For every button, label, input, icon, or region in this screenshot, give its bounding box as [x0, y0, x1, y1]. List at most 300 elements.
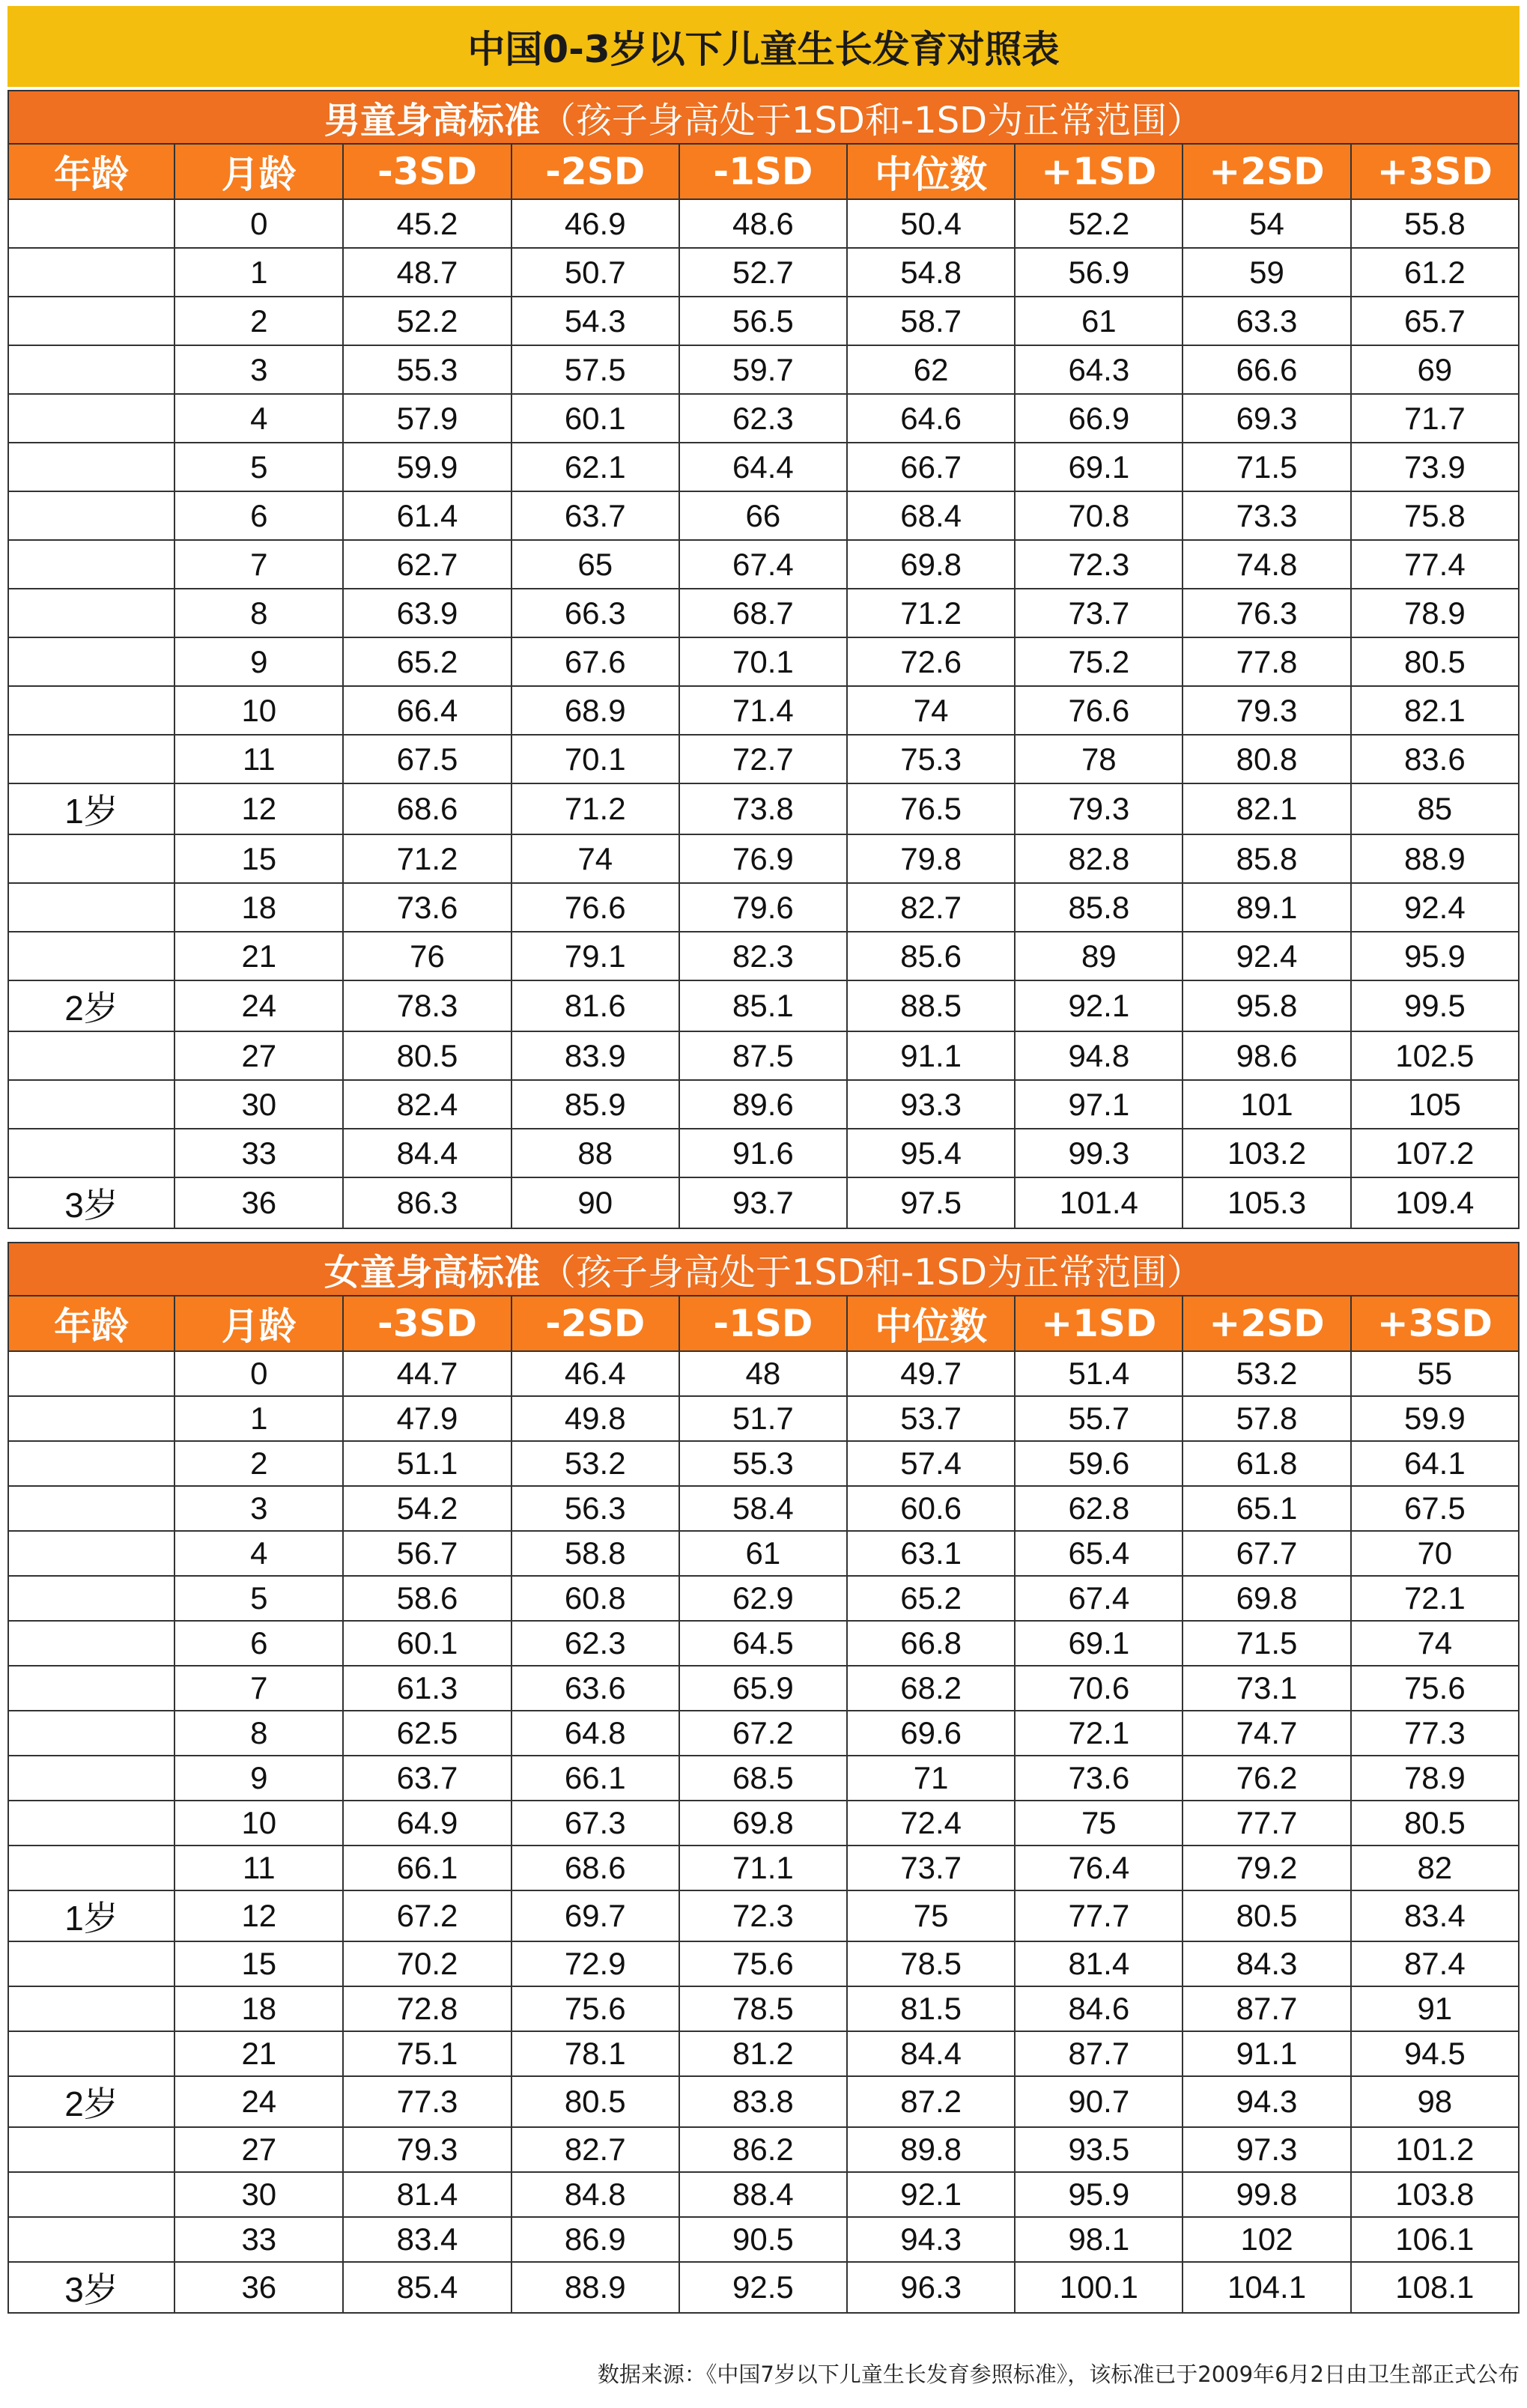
- cell-minus-3sd: 64.9: [343, 1801, 511, 1846]
- girls-height-table: [7, 1242, 1520, 2314]
- cell-minus-2sd: 80.5: [511, 2076, 679, 2127]
- cell-age-year: 3岁: [8, 2262, 174, 2313]
- cell-plus-2sd: 71.5: [1183, 1621, 1350, 1666]
- table-row: [8, 443, 1519, 491]
- cell-age-year: [8, 540, 174, 589]
- cell-median: 79.8: [847, 834, 1015, 883]
- cell-plus-1sd: 51.4: [1015, 1351, 1183, 1396]
- cell-plus-1sd: 52.2: [1015, 199, 1183, 248]
- cell-median: 91.1: [847, 1031, 1015, 1080]
- cell-minus-3sd: 61.4: [343, 491, 511, 540]
- cell-minus-1sd: 71.1: [679, 1846, 847, 1890]
- cell-minus-3sd: 86.3: [343, 1177, 511, 1228]
- cell-plus-2sd: 76.3: [1183, 589, 1350, 637]
- cell-plus-2sd: 102: [1183, 2217, 1350, 2262]
- cell-median: 76.5: [847, 783, 1015, 834]
- table-row: [8, 1986, 1519, 2031]
- cell-plus-3sd: 95.9: [1351, 932, 1519, 980]
- cell-minus-2sd: 50.7: [511, 248, 679, 297]
- cell-minus-3sd: 84.4: [343, 1129, 511, 1177]
- column-header-minus-1sd: -1SD: [679, 1296, 847, 1351]
- cell-median: 88.5: [847, 980, 1015, 1031]
- cell-plus-1sd: 95.9: [1015, 2172, 1183, 2217]
- cell-minus-2sd: 70.1: [511, 735, 679, 783]
- cell-plus-2sd: 76.2: [1183, 1756, 1350, 1801]
- cell-plus-3sd: 78.9: [1351, 589, 1519, 637]
- table-row: [8, 932, 1519, 980]
- cell-median: 50.4: [847, 199, 1015, 248]
- column-header-minus-2sd: -2SD: [511, 1296, 679, 1351]
- cell-plus-2sd: 53.2: [1183, 1351, 1350, 1396]
- cell-minus-1sd: 62.3: [679, 394, 847, 443]
- cell-age-month: 33: [174, 2217, 343, 2262]
- cell-minus-1sd: 93.7: [679, 1177, 847, 1228]
- cell-plus-2sd: 89.1: [1183, 883, 1350, 932]
- cell-minus-3sd: 78.3: [343, 980, 511, 1031]
- cell-age-month: 4: [174, 394, 343, 443]
- cell-minus-3sd: 57.9: [343, 394, 511, 443]
- cell-minus-2sd: 57.5: [511, 345, 679, 394]
- cell-minus-1sd: 82.3: [679, 932, 847, 980]
- cell-minus-3sd: 76: [343, 932, 511, 980]
- cell-age-month: 27: [174, 1031, 343, 1080]
- cell-minus-3sd: 48.7: [343, 248, 511, 297]
- table-row: [8, 1846, 1519, 1890]
- cell-plus-2sd: 69.8: [1183, 1576, 1350, 1621]
- cell-plus-2sd: 105.3: [1183, 1177, 1350, 1228]
- cell-minus-2sd: 85.9: [511, 1080, 679, 1129]
- cell-plus-1sd: 75: [1015, 1801, 1183, 1846]
- cell-plus-3sd: 109.4: [1351, 1177, 1519, 1228]
- cell-minus-3sd: 62.7: [343, 540, 511, 589]
- cell-median: 75: [847, 1890, 1015, 1941]
- cell-plus-3sd: 71.7: [1351, 394, 1519, 443]
- cell-age-month: 3: [174, 1486, 343, 1531]
- cell-minus-3sd: 70.2: [343, 1941, 511, 1986]
- table-row: [8, 883, 1519, 932]
- cell-plus-3sd: 75.8: [1351, 491, 1519, 540]
- table-row: [8, 297, 1519, 345]
- cell-age-year: 1岁: [8, 783, 174, 834]
- cell-plus-3sd: 72.1: [1351, 1576, 1519, 1621]
- cell-minus-2sd: 83.9: [511, 1031, 679, 1080]
- section-title-note: （孩子身高处于1SD和-1SD为正常范围）: [539, 1252, 1203, 1294]
- cell-median: 97.5: [847, 1177, 1015, 1228]
- cell-age-month: 21: [174, 932, 343, 980]
- cell-age-month: 24: [174, 2076, 343, 2127]
- cell-plus-2sd: 69.3: [1183, 394, 1350, 443]
- cell-minus-3sd: 65.2: [343, 637, 511, 686]
- cell-median: 72.4: [847, 1801, 1015, 1846]
- table-row: [8, 1396, 1519, 1441]
- cell-plus-2sd: 80.5: [1183, 1890, 1350, 1941]
- cell-plus-3sd: 59.9: [1351, 1396, 1519, 1441]
- cell-minus-3sd: 58.6: [343, 1576, 511, 1621]
- cell-minus-1sd: 67.2: [679, 1711, 847, 1756]
- cell-minus-1sd: 64.4: [679, 443, 847, 491]
- cell-minus-1sd: 69.8: [679, 1801, 847, 1846]
- cell-plus-3sd: 98: [1351, 2076, 1519, 2127]
- cell-minus-2sd: 90: [511, 1177, 679, 1228]
- cell-age-month: 7: [174, 540, 343, 589]
- table-row: [8, 1129, 1519, 1177]
- cell-minus-3sd: 75.1: [343, 2031, 511, 2076]
- cell-median: 78.5: [847, 1941, 1015, 1986]
- cell-plus-3sd: 83.6: [1351, 735, 1519, 783]
- cell-median: 93.3: [847, 1080, 1015, 1129]
- cell-median: 82.7: [847, 883, 1015, 932]
- table-row: [8, 2127, 1519, 2172]
- cell-minus-3sd: 72.8: [343, 1986, 511, 2031]
- table-row: [8, 1031, 1519, 1080]
- cell-minus-3sd: 44.7: [343, 1351, 511, 1396]
- cell-plus-3sd: 67.5: [1351, 1486, 1519, 1531]
- cell-minus-1sd: 90.5: [679, 2217, 847, 2262]
- cell-plus-2sd: 77.8: [1183, 637, 1350, 686]
- cell-plus-3sd: 102.5: [1351, 1031, 1519, 1080]
- cell-plus-1sd: 56.9: [1015, 248, 1183, 297]
- cell-age-year: [8, 1576, 174, 1621]
- cell-minus-3sd: 63.7: [343, 1756, 511, 1801]
- cell-plus-2sd: 67.7: [1183, 1531, 1350, 1576]
- cell-plus-3sd: 65.7: [1351, 297, 1519, 345]
- cell-plus-3sd: 82: [1351, 1846, 1519, 1890]
- table-row: [8, 1941, 1519, 1986]
- cell-minus-2sd: 69.7: [511, 1890, 679, 1941]
- table-row: [8, 1531, 1519, 1576]
- cell-minus-1sd: 81.2: [679, 2031, 847, 2076]
- cell-minus-2sd: 76.6: [511, 883, 679, 932]
- cell-minus-2sd: 68.9: [511, 686, 679, 735]
- cell-median: 53.7: [847, 1396, 1015, 1441]
- column-header-plus-2sd: +2SD: [1183, 1296, 1350, 1351]
- cell-age-month: 10: [174, 1801, 343, 1846]
- cell-minus-3sd: 79.3: [343, 2127, 511, 2172]
- cell-age-year: 3岁: [8, 1177, 174, 1228]
- column-header-median: 中位数: [847, 1296, 1015, 1351]
- cell-plus-2sd: 61.8: [1183, 1441, 1350, 1486]
- cell-plus-1sd: 87.7: [1015, 2031, 1183, 2076]
- column-header-row: [8, 1296, 1519, 1351]
- cell-plus-3sd: 77.3: [1351, 1711, 1519, 1756]
- cell-minus-1sd: 86.2: [679, 2127, 847, 2172]
- cell-age-year: [8, 1846, 174, 1890]
- cell-median: 75.3: [847, 735, 1015, 783]
- cell-age-month: 30: [174, 1080, 343, 1129]
- cell-minus-3sd: 73.6: [343, 883, 511, 932]
- cell-age-year: [8, 1711, 174, 1756]
- cell-plus-3sd: 70: [1351, 1531, 1519, 1576]
- cell-minus-2sd: 56.3: [511, 1486, 679, 1531]
- page-title: 中国0-3岁以下儿童生长发育对照表: [7, 6, 1520, 87]
- cell-age-month: 30: [174, 2172, 343, 2217]
- cell-minus-1sd: 85.1: [679, 980, 847, 1031]
- cell-plus-2sd: 74.8: [1183, 540, 1350, 589]
- cell-minus-2sd: 71.2: [511, 783, 679, 834]
- cell-plus-1sd: 97.1: [1015, 1080, 1183, 1129]
- cell-median: 58.7: [847, 297, 1015, 345]
- table-row: [8, 540, 1519, 589]
- column-header-age-year: 年龄: [8, 144, 174, 199]
- cell-age-month: 2: [174, 297, 343, 345]
- cell-median: 95.4: [847, 1129, 1015, 1177]
- cell-minus-1sd: 56.5: [679, 297, 847, 345]
- table-row: [8, 1080, 1519, 1129]
- cell-minus-3sd: 59.9: [343, 443, 511, 491]
- cell-minus-2sd: 65: [511, 540, 679, 589]
- table-row: [8, 1756, 1519, 1801]
- cell-age-year: 2岁: [8, 2076, 174, 2127]
- cell-minus-1sd: 88.4: [679, 2172, 847, 2217]
- cell-minus-2sd: 58.8: [511, 1531, 679, 1576]
- column-header-age-year: 年龄: [8, 1296, 174, 1351]
- cell-age-year: 1岁: [8, 1890, 174, 1941]
- cell-plus-2sd: 66.6: [1183, 345, 1350, 394]
- cell-plus-1sd: 76.4: [1015, 1846, 1183, 1890]
- cell-minus-1sd: 83.8: [679, 2076, 847, 2127]
- cell-minus-3sd: 63.9: [343, 589, 511, 637]
- section-title-row: [8, 91, 1519, 144]
- cell-age-month: 4: [174, 1531, 343, 1576]
- cell-median: 72.6: [847, 637, 1015, 686]
- cell-plus-3sd: 64.1: [1351, 1441, 1519, 1486]
- cell-minus-1sd: 61: [679, 1531, 847, 1576]
- cell-plus-3sd: 107.2: [1351, 1129, 1519, 1177]
- cell-median: 60.6: [847, 1486, 1015, 1531]
- cell-plus-3sd: 99.5: [1351, 980, 1519, 1031]
- cell-minus-1sd: 89.6: [679, 1080, 847, 1129]
- column-header-age-month: 月龄: [174, 144, 343, 199]
- cell-median: 81.5: [847, 1986, 1015, 2031]
- cell-minus-2sd: 84.8: [511, 2172, 679, 2217]
- cell-median: 57.4: [847, 1441, 1015, 1486]
- table-row: [8, 2172, 1519, 2217]
- cell-minus-1sd: 87.5: [679, 1031, 847, 1080]
- cell-plus-3sd: 74: [1351, 1621, 1519, 1666]
- table-row: [8, 2031, 1519, 2076]
- cell-minus-1sd: 72.7: [679, 735, 847, 783]
- cell-minus-1sd: 48: [679, 1351, 847, 1396]
- cell-plus-1sd: 82.8: [1015, 834, 1183, 883]
- cell-minus-3sd: 51.1: [343, 1441, 511, 1486]
- cell-median: 85.6: [847, 932, 1015, 980]
- cell-plus-3sd: 83.4: [1351, 1890, 1519, 1941]
- cell-age-year: [8, 248, 174, 297]
- section-title-main: 女童身高标准: [324, 1252, 540, 1294]
- cell-plus-2sd: 104.1: [1183, 2262, 1350, 2313]
- cell-age-year: [8, 1129, 174, 1177]
- cell-age-month: 8: [174, 589, 343, 637]
- cell-minus-3sd: 55.3: [343, 345, 511, 394]
- table-row: [8, 1441, 1519, 1486]
- cell-plus-3sd: 106.1: [1351, 2217, 1519, 2262]
- cell-age-year: [8, 1756, 174, 1801]
- cell-plus-2sd: 79.3: [1183, 686, 1350, 735]
- cell-age-year: [8, 199, 174, 248]
- cell-plus-3sd: 61.2: [1351, 248, 1519, 297]
- cell-minus-2sd: 64.8: [511, 1711, 679, 1756]
- cell-age-year: [8, 394, 174, 443]
- cell-minus-2sd: 79.1: [511, 932, 679, 980]
- cell-plus-2sd: 87.7: [1183, 1986, 1350, 2031]
- cell-median: 71: [847, 1756, 1015, 1801]
- cell-plus-1sd: 93.5: [1015, 2127, 1183, 2172]
- cell-age-year: [8, 686, 174, 735]
- cell-minus-1sd: 68.7: [679, 589, 847, 637]
- cell-age-year: 2岁: [8, 980, 174, 1031]
- cell-age-month: 6: [174, 491, 343, 540]
- cell-minus-2sd: 49.8: [511, 1396, 679, 1441]
- cell-age-year: [8, 2217, 174, 2262]
- section-title-row: [8, 1243, 1519, 1296]
- cell-plus-2sd: 85.8: [1183, 834, 1350, 883]
- cell-age-month: 36: [174, 2262, 343, 2313]
- cell-plus-1sd: 79.3: [1015, 783, 1183, 834]
- table-row: [8, 1890, 1519, 1941]
- cell-plus-1sd: 94.8: [1015, 1031, 1183, 1080]
- cell-age-year: [8, 297, 174, 345]
- cell-plus-2sd: 59: [1183, 248, 1350, 297]
- cell-plus-1sd: 64.3: [1015, 345, 1183, 394]
- cell-plus-3sd: 85: [1351, 783, 1519, 834]
- cell-age-year: [8, 1031, 174, 1080]
- cell-plus-1sd: 78: [1015, 735, 1183, 783]
- cell-minus-3sd: 60.1: [343, 1621, 511, 1666]
- cell-minus-2sd: 78.1: [511, 2031, 679, 2076]
- cell-plus-2sd: 77.7: [1183, 1801, 1350, 1846]
- cell-minus-3sd: 52.2: [343, 297, 511, 345]
- cell-minus-2sd: 53.2: [511, 1441, 679, 1486]
- cell-minus-2sd: 46.4: [511, 1351, 679, 1396]
- cell-plus-1sd: 59.6: [1015, 1441, 1183, 1486]
- table-row: [8, 2217, 1519, 2262]
- cell-age-year: [8, 883, 174, 932]
- cell-age-month: 18: [174, 1986, 343, 2031]
- cell-minus-1sd: 52.7: [679, 248, 847, 297]
- table-row: [8, 491, 1519, 540]
- cell-minus-3sd: 54.2: [343, 1486, 511, 1531]
- cell-minus-2sd: 46.9: [511, 199, 679, 248]
- cell-minus-3sd: 67.2: [343, 1890, 511, 1941]
- table-row: [8, 980, 1519, 1031]
- cell-plus-3sd: 80.5: [1351, 1801, 1519, 1846]
- cell-age-month: 10: [174, 686, 343, 735]
- cell-median: 84.4: [847, 2031, 1015, 2076]
- cell-plus-1sd: 100.1: [1015, 2262, 1183, 2313]
- cell-minus-2sd: 62.3: [511, 1621, 679, 1666]
- cell-minus-1sd: 55.3: [679, 1441, 847, 1486]
- cell-median: 69.8: [847, 540, 1015, 589]
- cell-minus-1sd: 75.6: [679, 1941, 847, 1986]
- cell-age-month: 24: [174, 980, 343, 1031]
- cell-minus-3sd: 82.4: [343, 1080, 511, 1129]
- cell-plus-2sd: 95.8: [1183, 980, 1350, 1031]
- cell-minus-1sd: 71.4: [679, 686, 847, 735]
- cell-minus-2sd: 75.6: [511, 1986, 679, 2031]
- cell-plus-1sd: 66.9: [1015, 394, 1183, 443]
- cell-plus-1sd: 69.1: [1015, 1621, 1183, 1666]
- cell-minus-1sd: 48.6: [679, 199, 847, 248]
- table-row: [8, 834, 1519, 883]
- cell-plus-3sd: 108.1: [1351, 2262, 1519, 2313]
- table-row: [8, 1351, 1519, 1396]
- cell-age-year: [8, 589, 174, 637]
- cell-age-month: 2: [174, 1441, 343, 1486]
- cell-minus-2sd: 62.1: [511, 443, 679, 491]
- cell-minus-3sd: 66.4: [343, 686, 511, 735]
- cell-plus-2sd: 99.8: [1183, 2172, 1350, 2217]
- cell-minus-3sd: 85.4: [343, 2262, 511, 2313]
- cell-minus-1sd: 59.7: [679, 345, 847, 394]
- cell-plus-2sd: 101: [1183, 1080, 1350, 1129]
- cell-age-year: [8, 1666, 174, 1711]
- cell-age-month: 15: [174, 1941, 343, 1986]
- table-row: [8, 1711, 1519, 1756]
- cell-age-month: 1: [174, 248, 343, 297]
- column-header-minus-2sd: -2SD: [511, 144, 679, 199]
- column-header-plus-1sd: +1SD: [1015, 1296, 1183, 1351]
- cell-age-year: [8, 1801, 174, 1846]
- cell-minus-3sd: 45.2: [343, 199, 511, 248]
- cell-minus-1sd: 65.9: [679, 1666, 847, 1711]
- cell-plus-2sd: 54: [1183, 199, 1350, 248]
- cell-median: 68.2: [847, 1666, 1015, 1711]
- cell-plus-1sd: 99.3: [1015, 1129, 1183, 1177]
- table-row: [8, 1177, 1519, 1228]
- cell-minus-1sd: 70.1: [679, 637, 847, 686]
- cell-plus-1sd: 72.3: [1015, 540, 1183, 589]
- cell-minus-3sd: 56.7: [343, 1531, 511, 1576]
- table-row: [8, 394, 1519, 443]
- cell-age-year: [8, 735, 174, 783]
- cell-age-year: [8, 1396, 174, 1441]
- table-row: [8, 686, 1519, 735]
- cell-minus-1sd: 68.5: [679, 1756, 847, 1801]
- cell-median: 69.6: [847, 1711, 1015, 1756]
- cell-minus-1sd: 62.9: [679, 1576, 847, 1621]
- cell-minus-3sd: 67.5: [343, 735, 511, 783]
- cell-minus-3sd: 68.6: [343, 783, 511, 834]
- table-row: [8, 1576, 1519, 1621]
- cell-minus-1sd: 66: [679, 491, 847, 540]
- cell-plus-2sd: 73.1: [1183, 1666, 1350, 1711]
- table-row: [8, 2076, 1519, 2127]
- cell-minus-1sd: 92.5: [679, 2262, 847, 2313]
- cell-median: 87.2: [847, 2076, 1015, 2127]
- cell-plus-3sd: 94.5: [1351, 2031, 1519, 2076]
- cell-minus-2sd: 66.3: [511, 589, 679, 637]
- column-header-plus-1sd: +1SD: [1015, 144, 1183, 199]
- cell-plus-3sd: 105: [1351, 1080, 1519, 1129]
- cell-minus-1sd: 78.5: [679, 1986, 847, 2031]
- cell-plus-2sd: 92.4: [1183, 932, 1350, 980]
- cell-minus-1sd: 72.3: [679, 1890, 847, 1941]
- cell-median: 96.3: [847, 2262, 1015, 2313]
- cell-age-month: 5: [174, 443, 343, 491]
- cell-plus-2sd: 84.3: [1183, 1941, 1350, 1986]
- cell-minus-2sd: 54.3: [511, 297, 679, 345]
- cell-plus-2sd: 97.3: [1183, 2127, 1350, 2172]
- cell-plus-1sd: 72.1: [1015, 1711, 1183, 1756]
- cell-age-month: 11: [174, 735, 343, 783]
- cell-plus-1sd: 69.1: [1015, 443, 1183, 491]
- cell-minus-1sd: 76.9: [679, 834, 847, 883]
- cell-minus-3sd: 47.9: [343, 1396, 511, 1441]
- cell-median: 62: [847, 345, 1015, 394]
- cell-median: 71.2: [847, 589, 1015, 637]
- cell-plus-3sd: 75.6: [1351, 1666, 1519, 1711]
- cell-age-month: 5: [174, 1576, 343, 1621]
